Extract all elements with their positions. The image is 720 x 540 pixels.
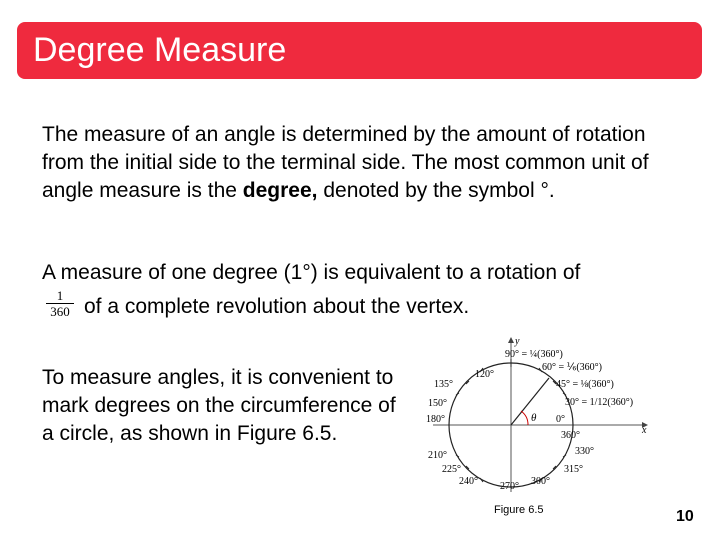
label-0: 0°: [556, 414, 565, 425]
label-300: 300°: [531, 476, 550, 487]
label-180: 180°: [426, 414, 445, 425]
label-270: 270°: [500, 481, 519, 492]
paragraph-one-degree-line2: of a complete revolution about the vertex.: [84, 295, 470, 318]
figure-caption: Figure 6.5: [494, 504, 544, 516]
label-30: 30° = 1/12(360°): [565, 397, 634, 408]
label-210: 210°: [428, 450, 447, 461]
label-120: 120°: [475, 369, 494, 380]
terminal-side: [511, 378, 549, 425]
page-number: 10: [676, 508, 694, 525]
label-240: 240°: [459, 476, 478, 487]
para1-end: denoted by the symbol °.: [317, 179, 555, 202]
x-axis-label: x: [642, 425, 647, 436]
label-330: 330°: [575, 446, 594, 457]
fraction-denominator: 360: [50, 304, 70, 319]
slide-title: Degree Measure: [33, 31, 287, 69]
label-360: 360°: [561, 430, 580, 441]
fraction-numerator: 1: [56, 288, 64, 303]
y-axis-label: y: [515, 336, 520, 347]
paragraph-one-degree-line1: A measure of one degree (1°) is equivalent to a rotation of: [42, 261, 581, 284]
term-degree: degree,: [242, 179, 318, 202]
label-150: 150°: [428, 398, 447, 409]
label-135: 135°: [434, 379, 453, 390]
paragraph-measure-circle: To measure angles, it is convenient to mark degrees on the circumference of a circle, as shown in Figure 6.5.: [42, 366, 396, 445]
title-bar: [17, 22, 702, 79]
para1-start: The measure of an angle is determined by the amount of rotation from the initial side to the terminal side. The most common unit of angle measure is the: [42, 123, 649, 202]
theta-label: θ: [531, 412, 537, 424]
label-225: 225°: [442, 464, 461, 475]
label-90: 90° = ¼(360°): [505, 349, 563, 360]
angle-arc: [521, 411, 528, 425]
label-315: 315°: [564, 464, 583, 475]
figure-degree-circle: [425, 330, 665, 500]
label-60: 60° = ⅙(360°): [542, 362, 602, 373]
paragraph-degree-definition: [42, 121, 682, 205]
label-45: 45° = ⅛(360°): [556, 379, 614, 390]
fraction-one-over-360: [46, 289, 74, 318]
